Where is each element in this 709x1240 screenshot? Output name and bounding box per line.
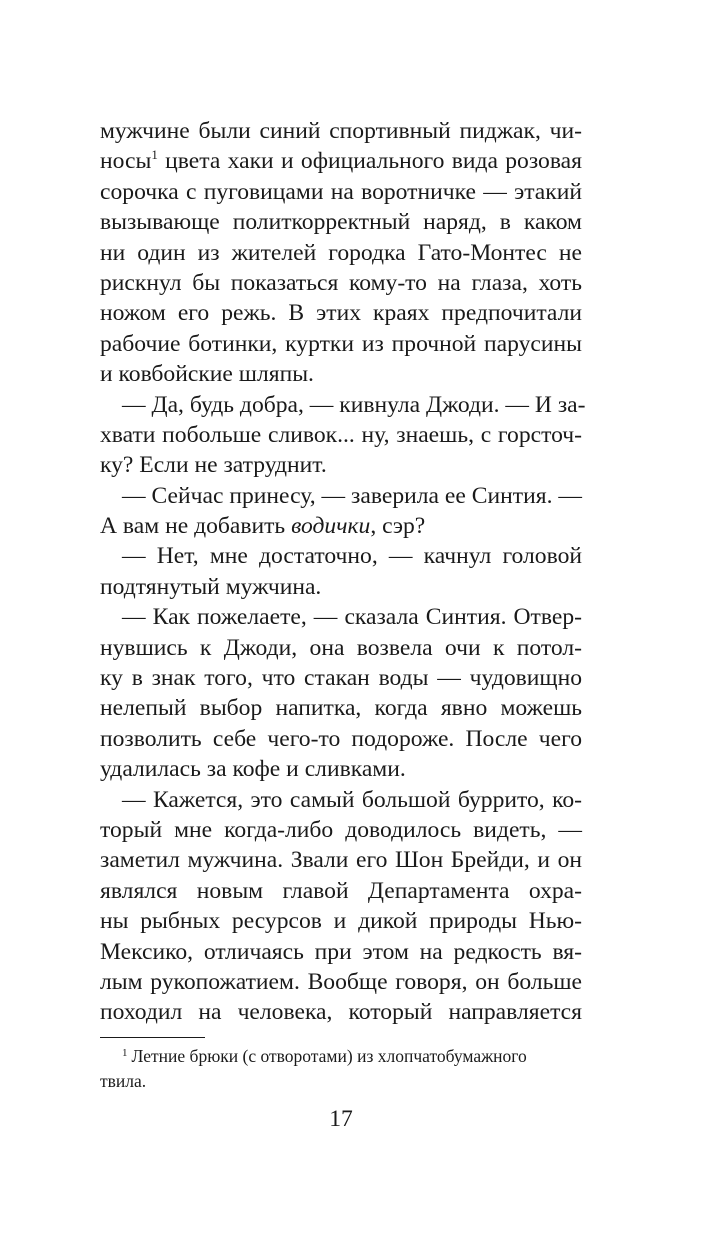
text-line: — Сейчас принесу, — заверила ее Синтия. — <box>122 482 582 509</box>
text-line: и ковбойские шляпы. <box>100 361 314 388</box>
text-line: хвати побольше сливок... ну, знаешь, с горсточ- <box>100 421 582 448</box>
text-line <box>100 511 582 541</box>
text-segment: , сэр? <box>370 513 426 540</box>
text-line: походил на человека, который направляется <box>100 999 582 1026</box>
footnote-line-1 <box>100 1044 582 1069</box>
text-line: рабочие ботинки, куртки из прочной парусины <box>100 330 582 357</box>
text-line <box>100 146 582 176</box>
text-line: ни один из жителей городка Гато-Монтес не <box>100 239 582 266</box>
text-segment: цвета хаки и официального вида розовая <box>157 148 582 175</box>
text-line: позволить себе чего-то подороже. После чего <box>100 725 582 752</box>
text-line: сорочка с пуговицами на воротничке — этакий <box>100 178 582 205</box>
text-line: мужчине были синий спортивный пиджак, чи- <box>100 118 582 144</box>
text-line: торый мне когда-либо доводилось видеть, — <box>100 816 582 843</box>
text-line: Мексико, отличаясь при этом на редкость вя- <box>100 938 582 965</box>
text-segment: носы <box>100 148 152 175</box>
footnote-line-2: твила. <box>100 1071 147 1091</box>
footnote-reference: 1 <box>151 147 158 163</box>
body-text <box>100 116 586 1028</box>
footnote <box>100 1044 582 1094</box>
text-line: ножом его режь. В этих краях предпочитали <box>100 300 582 327</box>
text-line: заметил мужчина. Звали его Шон Брейди, и он <box>100 847 582 874</box>
footnote-marker: 1 <box>122 1047 128 1059</box>
text-line: ны рыбных ресурсов и дикой природы Нью- <box>100 908 582 935</box>
text-line: ку в знак того, что стакан воды — чудовищно <box>100 665 582 692</box>
text-line: являлся новым главой Департамента охра- <box>100 877 582 904</box>
footnote-text-1: Летние брюки (с отворотами) из хлопчатобумажного <box>131 1046 527 1066</box>
text-line: — Как пожелаете, — сказала Синтия. Отвер- <box>122 604 582 631</box>
footnote-divider <box>100 1037 205 1038</box>
text-segment: А вам не добавить <box>100 513 292 540</box>
page-number: 17 <box>329 1106 353 1132</box>
text-line: рискнул бы показаться кому-то на глаза, хоть <box>100 269 582 296</box>
text-line: нелепый выбор напитка, когда явно можешь <box>100 695 582 722</box>
text-line: нувшись к Джоди, она возвела очи к потол- <box>100 634 582 661</box>
text-line: — Кажется, это самый большой буррито, ко- <box>122 786 582 813</box>
text-line: вызывающе политкорректный наряд, в каком <box>100 209 582 236</box>
text-line: удалилась за кофе и сливками. <box>100 756 406 783</box>
text-line: лым рукопожатием. Вообще говоря, он больше <box>100 968 582 995</box>
text-line: подтянутый мужчина. <box>100 573 322 600</box>
text-line: — Нет, мне достаточно, — качнул головой <box>122 543 582 570</box>
text-line: — Да, будь добра, — кивнула Джоди. — И за- <box>122 391 586 418</box>
emphasis-text: водички <box>291 513 371 540</box>
text-line: ку? Если не затруднит. <box>100 452 327 479</box>
